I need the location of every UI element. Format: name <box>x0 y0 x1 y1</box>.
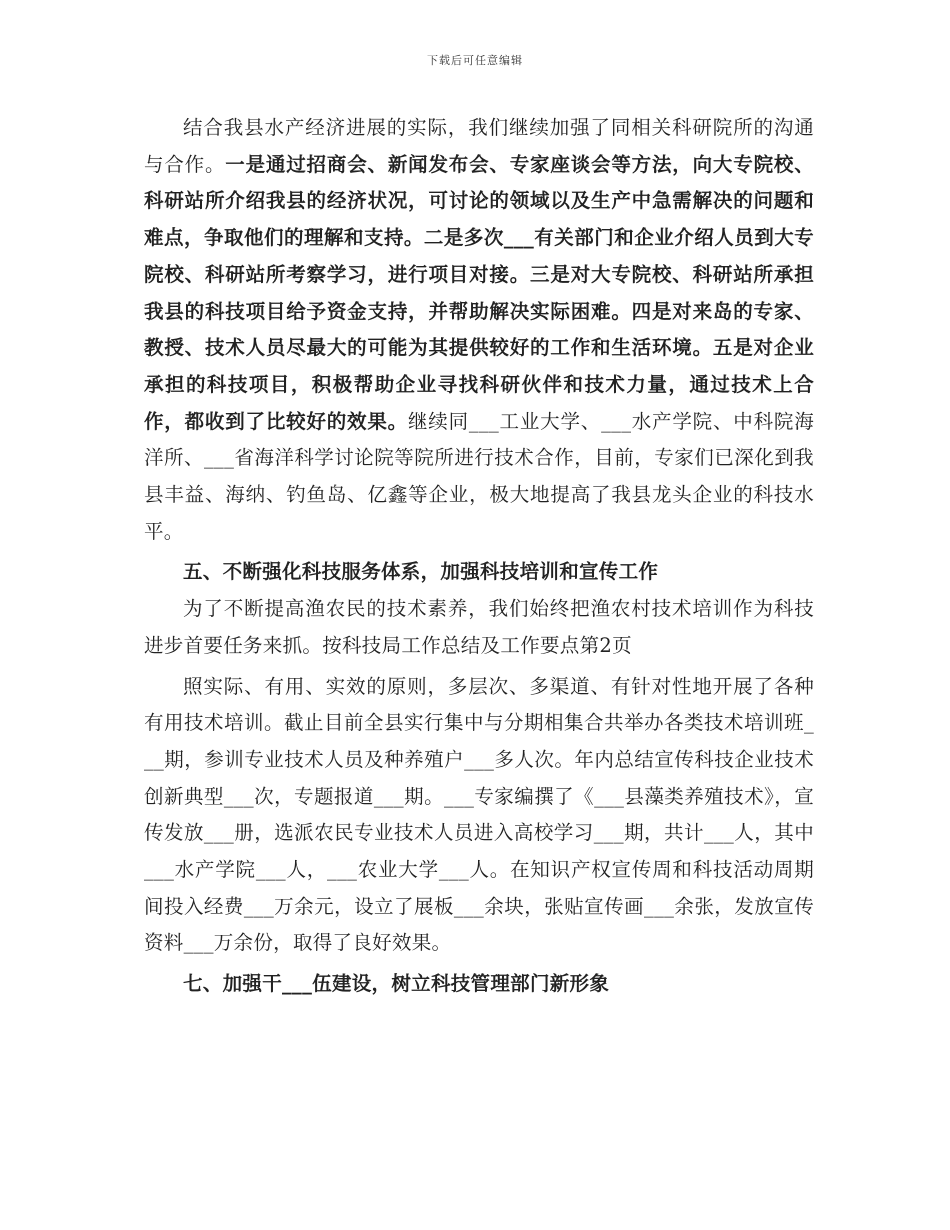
paragraph-text: 结合我县水产经济进展的实际，我们继续加强了同相关科研院所的沟通与合作。 <box>144 116 814 176</box>
paragraph-bold-text: 一是通过招商会、新闻发布会、专家座谈会等方法，向大专院校、科研站所介绍我县的经济状况，可讨论的领域以及生产中急需解决的问题和难点，争取他们的理解和支持。二是多次___有关部门和企业介绍人员到大专院校、科研站所考察学习，进行项目对接。三是对大专院校、科研站所承担我县的科技项目给予资金支持，并帮助解决实际困难。四是对来岛的专家、教授、技术人员尽最大的可能为其提供较好的工作和生活环境。五是对企业承担的科技项目，积极帮助企业寻找科研伙伴和技术力量，通过技术上合作，都收到了比较好的效果。 <box>144 152 815 433</box>
paragraph-cooperation <box>144 110 814 550</box>
document-body <box>144 110 814 1003</box>
section-heading-5: 五、不断强化科技服务体系，加强科技培训和宣传工作 <box>183 560 659 584</box>
header-note: 下载后可任意编辑 <box>427 54 523 67</box>
paragraph-training-detail: 照实际、有用、实效的原则，多层次、多渠道、有针对性地开展了各种有用技术培训。截止目前全县实行集中与分期相集合共举办各类技术培训班___期，参训专业技术人员及种养殖户___多人次。年内总结宣传科技企业技术创新典型___次，专题报道___期。___专家编撰了《___县藻类养殖技术》，宣传发放___册，选派农民专业技术人员进入高校学习___期，共计___人，其中___水产学院___人，___农业大学___人。在知识产权宣传周和科技活动周期间投入经费___万余元，设立了展板___余块，张贴宣传画___余张，发放宣传资料___万余份，取得了良好效果。 <box>144 674 814 955</box>
section-heading-7: 七、加强干___伍建设，树立科技管理部门新形象 <box>183 972 610 996</box>
paragraph-text: 继续同___工业大学、___水产学院、中科院海洋所、___省海洋科学讨论院等院所进行技术合作，目前，专家们已深化到我县丰益、海纳、钓鱼岛、亿鑫等企业，极大地提高了我县龙头企业的科技水平。 <box>144 409 814 543</box>
paragraph-training-intro: 为了不断提高渔农民的技术素养，我们始终把渔农村技术培训作为科技进步首要任务来抓。按科技局工作总结及工作要点第2页 <box>144 597 814 657</box>
